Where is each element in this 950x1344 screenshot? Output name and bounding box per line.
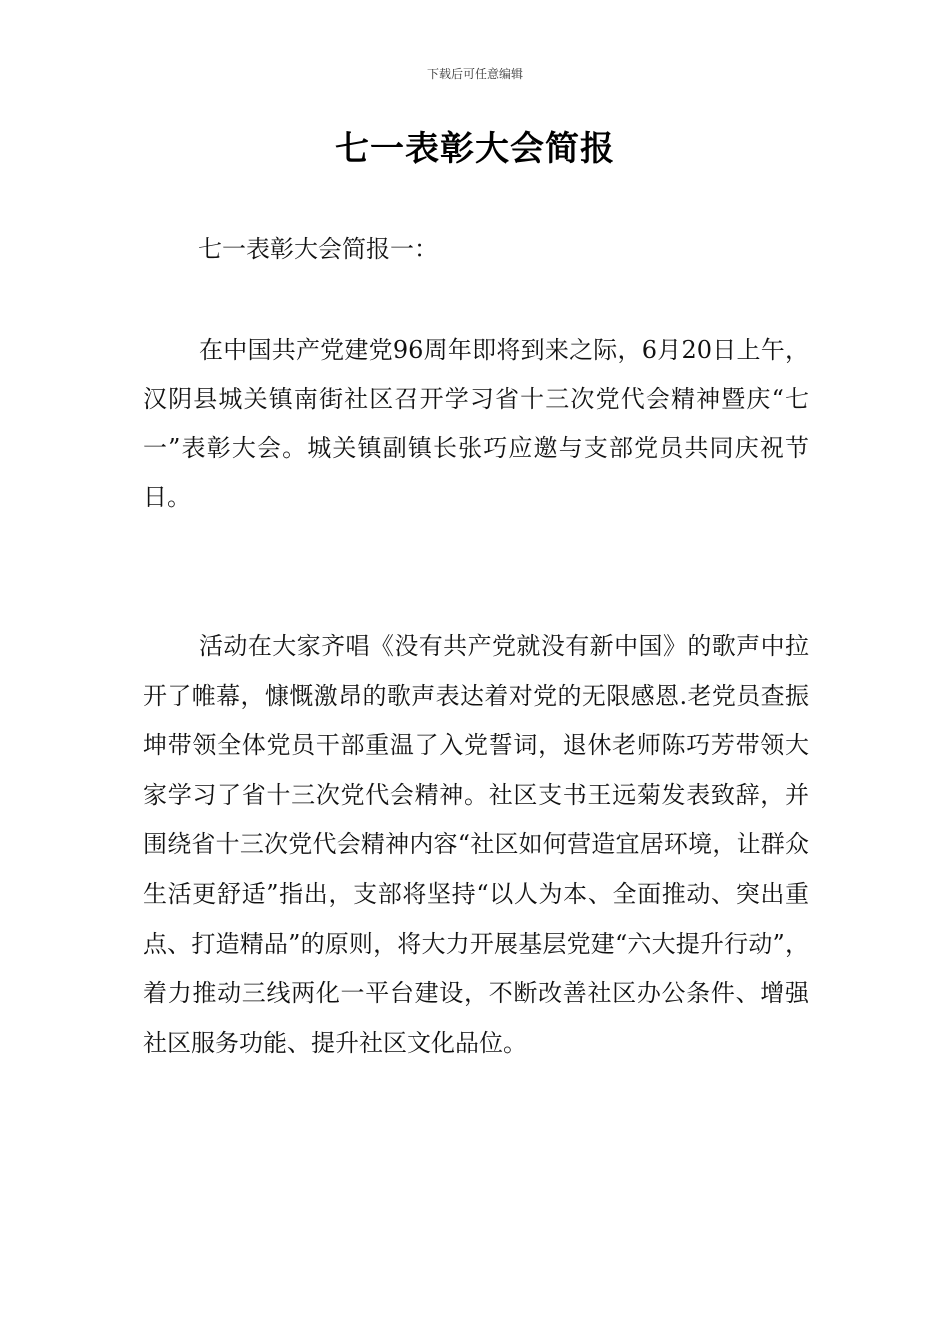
paragraph-2: 活动在大家齐唱《没有共产党就没有新中国》的歌声中拉开了帷幕，慷慨激昂的歌声表达着对党的无限感恩.老党员查振坤带领全体党员干部重温了入党誓词，退休老师陈巧芳带领大家学习了省十三次党代会精神。社区支书王远菊发表致辞，并围绕省十三次党代会精神内容“社区如何营造宜居环境，让群众生活更舒适”指出，支部将坚持“以人为本、全面推动、突出重点、打造精品”的原则，将大力开展基层党建“六大提升行动”，着力推动三线两化一平台建设，不断改善社区办公条件、增强社区服务功能、提升社区文化品位。 (143, 632, 809, 1057)
page-title: 七一表彰大会简报 (335, 129, 615, 169)
paragraph-1: 在中国共产党建党96周年即将到来之际，6月20日上午，汉阴县城关镇南街社区召开学习省十三次党代会精神暨庆“七一”表彰大会。城关镇副镇长张巧应邀与支部党员共同庆祝节日。 (143, 336, 809, 511)
header-note: 下载后可任意编辑 (426, 67, 523, 81)
section-heading: 七一表彰大会简报一： (198, 235, 438, 263)
